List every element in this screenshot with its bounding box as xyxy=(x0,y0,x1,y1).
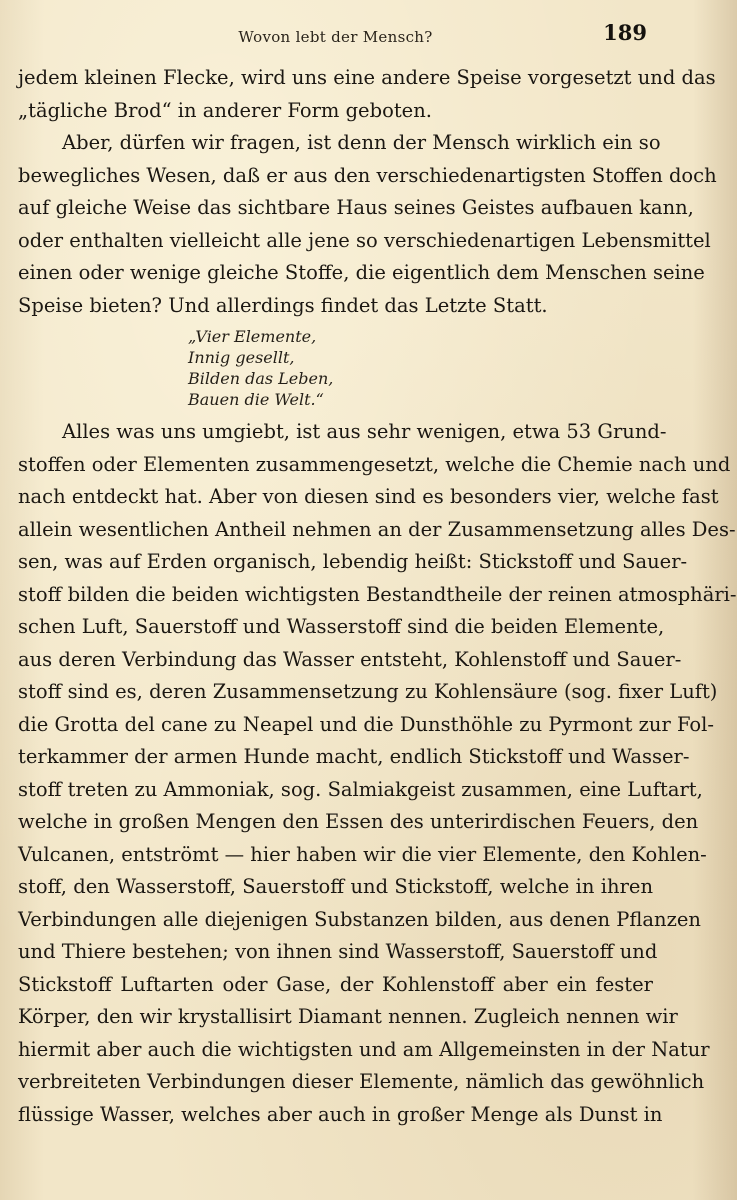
text-line: sen, was auf Erden organisch, lebendig heißt: Stickstoff und Sauer- xyxy=(18,550,688,573)
page-number: 189 xyxy=(603,20,647,45)
text-line: auf gleiche Weise das sichtbare Haus seines Geistes aufbauen kann, xyxy=(18,196,694,219)
text-line: bewegliches Wesen, daß er aus den verschiedenartigsten Stoffen doch xyxy=(18,163,717,187)
text-line: stoff, den Wasserstoff, Sauerstoff und Stickstoff, welche in ihren xyxy=(18,875,653,898)
text-line: oder enthalten vielleicht alle jene so verschiedenartigen Lebensmittel xyxy=(18,228,711,252)
text-line: stoff sind es, deren Zusammensetzung zu Kohlensäure (sog. fixer Luft) xyxy=(18,680,718,703)
verse-line: Innig gesellt, xyxy=(188,348,295,367)
verse-line: Bilden das Leben, xyxy=(188,369,334,388)
text-line: nach entdeckt hat. Aber von diesen sind es besonders vier, welche fast xyxy=(18,485,719,508)
text-line: jedem kleinen Flecke, wird uns eine andere Speise vorgesetzt und das xyxy=(18,66,716,89)
text-line: verbreiteten Verbindungen dieser Elemente, nämlich das gewöhnlich xyxy=(18,1070,705,1093)
text-line: die Grotta del cane zu Neapel und die Dunsthöhle zu Pyrmont zur Fol- xyxy=(18,712,714,736)
text-line: aus deren Verbindung das Wasser entsteht, Kohlenstoff und Sauer- xyxy=(18,647,682,671)
text-line: welche in großen Mengen den Essen des unterirdischen Feuers, den xyxy=(18,810,699,833)
text-line: Verbindungen alle diejenigen Substanzen bilden, aus denen Pflanzen xyxy=(18,907,701,931)
text-line: Alles was uns umgiebt, ist aus sehr wenigen, etwa 53 Grund- xyxy=(62,420,667,443)
running-head xyxy=(18,18,653,48)
text-line: stoff bilden die beiden wichtigsten Bestandtheile der reinen atmosphäri- xyxy=(18,582,737,606)
text-line: und Thiere bestehen; von ihnen sind Wasserstoff, Sauerstoff und xyxy=(18,940,658,963)
verse-line: Bauen die Welt.“ xyxy=(188,390,324,409)
text-line: Vulcanen, entströmt — hier haben wir die vier Elemente, den Kohlen- xyxy=(18,842,707,866)
text-line: stoff treten zu Ammoniak, sog. Salmiakgeist zusammen, eine Luftart, xyxy=(18,777,703,801)
verse-line: „Vier Elemente, xyxy=(188,327,317,346)
text-line: schen Luft, Sauerstoff und Wasserstoff sind die beiden Elemente, xyxy=(18,615,665,638)
text-line: einen oder wenige gleiche Stoffe, die eigentlich dem Menschen seine xyxy=(18,261,705,284)
text-line: allein wesentlichen Antheil nehmen an der Zusammensetzung alles Des- xyxy=(18,517,736,541)
text-line: Körper, den wir krystallisirt Diamant nennen. Zugleich nennen wir xyxy=(18,1005,678,1028)
text-line: hiermit aber auch die wichtigsten und am Allgemeinsten in der Natur xyxy=(18,1037,710,1061)
text-line: flüssige Wasser, welches aber auch in großer Menge als Dunst in xyxy=(18,1102,663,1126)
body-text xyxy=(18,62,717,322)
running-title: Wovon lebt der Mensch? xyxy=(238,28,433,46)
text-line: stoffen oder Elementen zusammengesetzt, welche die Chemie nach und xyxy=(18,452,731,476)
text-line: Aber, dürfen wir fragen, ist denn der Mensch wirklich ein so xyxy=(62,131,661,154)
text-line: Stickstoff Luftarten oder Gase, der Kohlenstoff aber ein fester xyxy=(18,972,653,996)
text-line: Speise bieten? Und allerdings findet das Letzte Statt. xyxy=(18,293,548,317)
text-line: terkammer der armen Hunde macht, endlich Stickstoff und Wasser- xyxy=(18,745,690,768)
verse-quotation xyxy=(188,326,653,410)
body-text-continued xyxy=(18,416,737,1131)
text-line: „tägliche Brod“ in anderer Form geboten. xyxy=(18,98,432,122)
